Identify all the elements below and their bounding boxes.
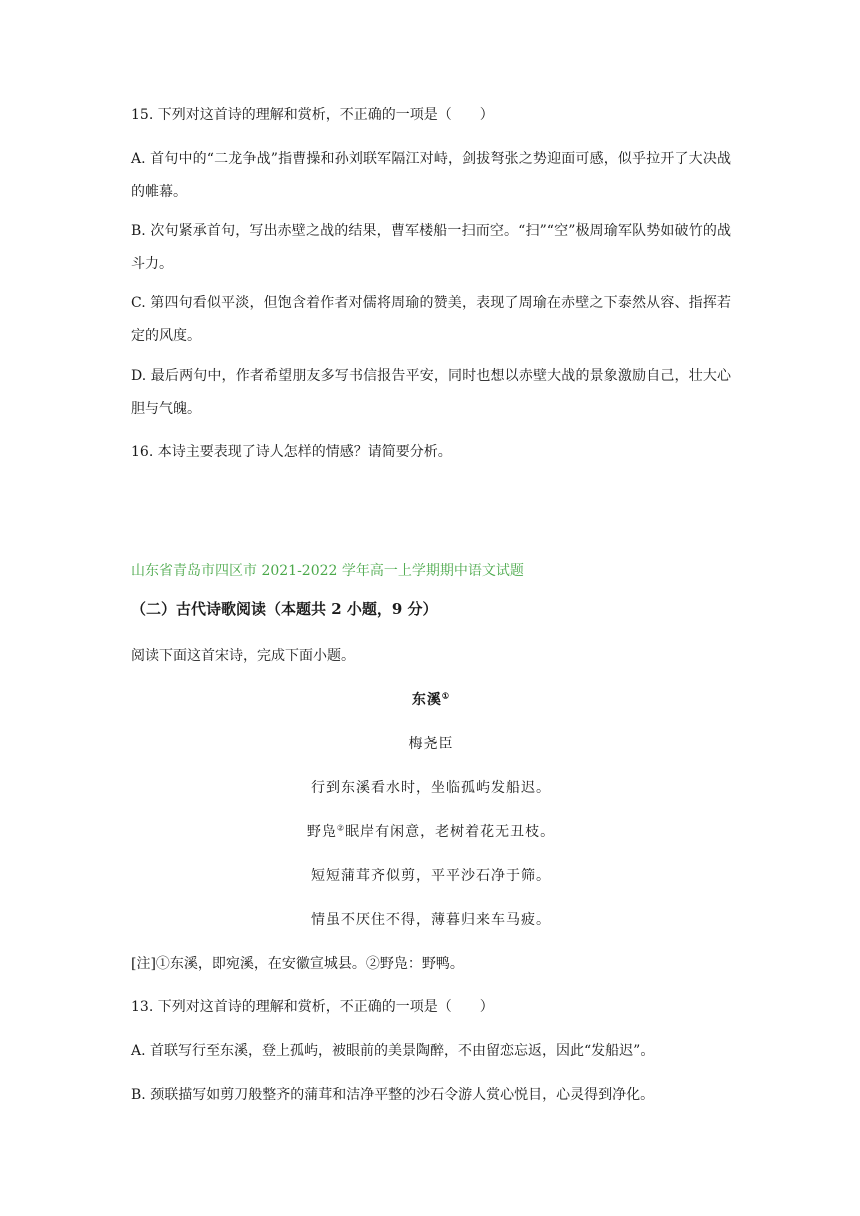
poem-title-text: 东溪 [411, 692, 442, 708]
instruction: 阅读下面这首宋诗，完成下面小题。 [131, 648, 355, 664]
q13-option-b: B. 颈联描写如剪刀般整齐的蒲茸和洁净平整的沙石令游人赏心悦目，心灵得到净化。 [131, 1087, 655, 1103]
q15-option-a: A. 首句中的“二龙争战”指曹操和孙刘联军隔江对峙，剑拔弩张之势迎面可感，似乎拉开了大决战的帷幕。 [131, 151, 731, 200]
poem-line-3: 短短蒲茸齐似剪，平平沙石净于筛。 [311, 868, 551, 884]
q16-stem: 16. 本诗主要表现了诗人怎样的情感？请简要分析。 [131, 444, 452, 460]
poem-title-note: ① [441, 690, 451, 701]
poem-line-2-note: ② [336, 823, 346, 833]
q15-option-d: D. 最后两句中，作者希望朋友多写书信报告平安，同时也想以赤壁大战的景象激励自己，壮大心胆与气魄。 [131, 368, 731, 417]
q13-option-a: A. 首联写行至东溪，登上孤屿，被眼前的美景陶醉，不由留恋忘返，因此“发船迟”。 [131, 1043, 655, 1059]
q15-option-c: C. 第四句看似平淡，但饱含着作者对儒将周瑜的赞美，表现了周瑜在赤壁之下泰然从容、指挥若定的风度。 [131, 295, 731, 344]
poem-author: 梅尧臣 [408, 736, 454, 752]
q15-option-b: B. 次句紧承首句，写出赤壁之战的结果，曹军楼船一扫而空。“扫”“空”极周瑜军队势如破竹的战斗力。 [131, 223, 731, 272]
poem-title [131, 689, 731, 711]
q15-stem: 15. 下列对这首诗的理解和赏析，不正确的一项是（ ） [131, 107, 494, 123]
source-line: 山东省青岛市四区市 2021-2022 学年高一上学期期中语文试题 [131, 563, 524, 579]
poem-line-2 [131, 821, 731, 843]
poem-line-2-b: 眠岸有闲意，老树着花无丑枝。 [345, 824, 556, 840]
poem-line-4: 情虽不厌住不得，薄暮归来车马疲。 [311, 912, 551, 928]
section-heading: （二）古代诗歌阅读（本题共 2 小题，9 分） [131, 600, 438, 618]
poem-notes: [注]①东溪，即宛溪，在安徽宣城县。②野凫：野鸭。 [131, 956, 464, 972]
poem-line-2-a: 野凫 [306, 824, 337, 840]
q13-stem: 13. 下列对这首诗的理解和赏析，不正确的一项是（ ） [131, 999, 494, 1015]
poem-line-1: 行到东溪看水时，坐临孤屿发船迟。 [311, 780, 551, 796]
